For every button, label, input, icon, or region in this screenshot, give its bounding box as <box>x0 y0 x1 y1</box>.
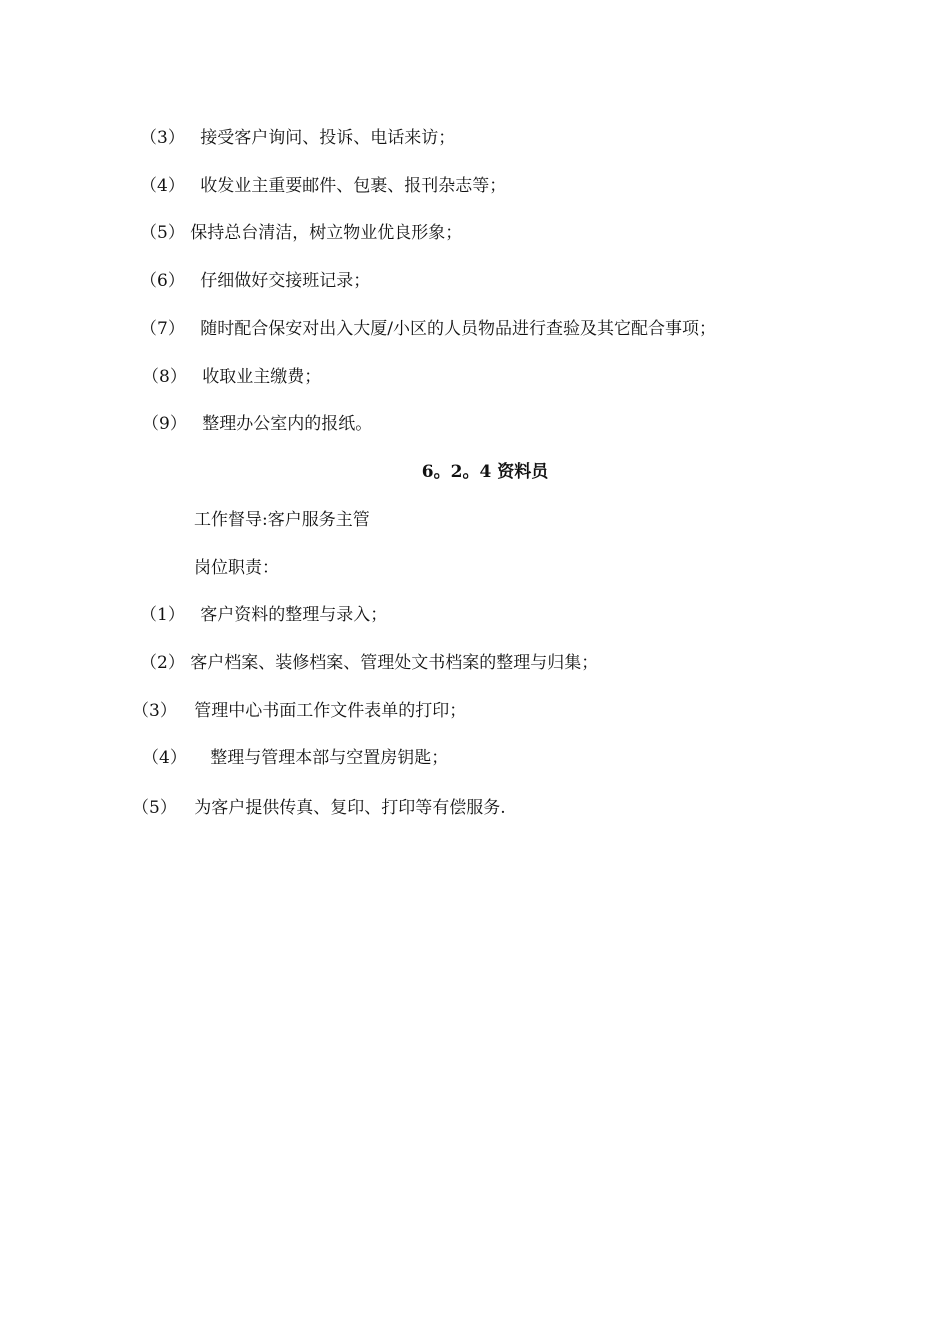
item-text: 客户资料的整理与录入； <box>200 605 388 625</box>
list-item <box>140 604 387 626</box>
duties-label: 岗位职责： <box>194 558 279 578</box>
supervisor-line: 工作督导:客户服务主管 <box>194 510 370 530</box>
item-number: （5） <box>132 798 177 818</box>
item-number: （4） <box>142 748 187 768</box>
item-text: 保持总台清洁，树立物业优良形象； <box>190 223 463 243</box>
list-item <box>132 797 506 819</box>
item-number: （1） <box>140 605 185 625</box>
section-heading: 6。2。4 资料员 <box>421 462 549 482</box>
item-number: （7） <box>140 319 185 339</box>
item-text: 为客户提供传真、复印、打印等有偿服务. <box>194 798 506 818</box>
item-text: 整理与管理本部与空置房钥匙； <box>210 748 449 768</box>
list-item <box>140 222 462 244</box>
item-text: 客户档案、装修档案、管理处文书档案的整理与归集； <box>190 653 599 673</box>
item-text: 接受客户询问、投诉、电话来访； <box>200 128 456 148</box>
list-item <box>140 652 598 674</box>
list-item <box>140 270 370 292</box>
list-item <box>140 175 506 197</box>
item-text: 管理中心书面工作文件表单的打印； <box>194 701 467 721</box>
item-number: （3） <box>132 701 177 721</box>
item-text: 随时配合保安对出入大厦/小区的人员物品进行查验及其它配合事项； <box>200 319 716 339</box>
item-text: 收取业主缴费； <box>202 367 322 387</box>
list-item <box>142 366 321 388</box>
list-item <box>140 127 455 149</box>
item-number: （6） <box>140 271 185 291</box>
item-text: 收发业主重要邮件、包裹、报刊杂志等； <box>200 176 507 196</box>
item-number: （3） <box>140 128 185 148</box>
item-text: 整理办公室内的报纸。 <box>202 414 373 434</box>
list-item <box>142 413 372 435</box>
item-number: （9） <box>142 414 187 434</box>
item-number: （8） <box>142 367 187 387</box>
item-number: （4） <box>140 176 185 196</box>
item-number: （2） <box>140 653 185 673</box>
item-text: 仔细做好交接班记录； <box>200 271 371 291</box>
item-number: （5） <box>140 223 185 243</box>
list-item <box>140 318 716 340</box>
list-item <box>132 700 466 722</box>
list-item <box>142 747 448 769</box>
